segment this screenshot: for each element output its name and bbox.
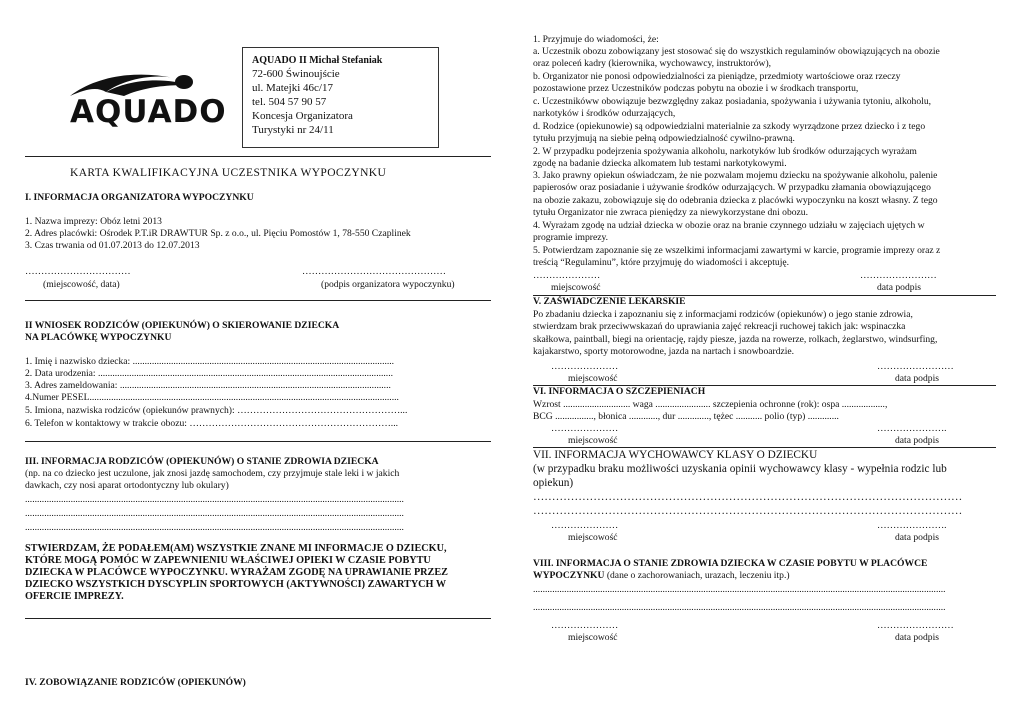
section-8-heading: VIII. INFORMACJA O STANIE ZDROWIA DZIECKA W CZASIE POBYTU W PLACÓWCE (533, 558, 928, 569)
section-4-heading: IV. ZOBOWIĄZANIE RODZICÓW (OPIEKUNÓW) (25, 677, 246, 688)
rules-line: narkotyków i środków odurzających, (533, 108, 676, 119)
vaccination-fields[interactable]: Wzrost ............................ waga ....................... szczepienia ochronne (rok): ospa .................., (533, 399, 888, 410)
doctor-signature-dots[interactable]: …………………… (877, 361, 954, 372)
declaration-line: OFERCIE IMPREZY. (25, 591, 124, 602)
date-signature-label: data podpis (895, 435, 939, 446)
place-label: miejscowość (568, 435, 618, 446)
rules-line: b. Organizator nie ponosi odpowiedzialności za pieniądze, przedmioty wartościowe oraz rzeczy (533, 71, 901, 82)
organizer-name: AQUADO II Michał Stefaniak (252, 55, 383, 66)
section-8-heading (533, 570, 790, 582)
section-7-note: opiekun) (533, 477, 574, 489)
section-8-heading-note: (dane o zachorowaniach, urazach, leczeniu itp.) (604, 570, 790, 581)
rules-line: oraz poleceń kadry (kierownika, wychowawcy, instruktorów), (533, 58, 772, 69)
health-stay-dots[interactable]: ............................................................................................................................................................................ (533, 602, 946, 613)
place-date-label: (miejscowość, data) (43, 279, 120, 290)
rules-line: a. Uczestnik obozu zobowiązany jest stosować się do wszystkich regulaminów obowiązujących na obozie (533, 46, 940, 57)
place-label: miejscowość (551, 282, 601, 293)
health-stay-dots[interactable]: ............................................................................................................................................................................ (533, 584, 946, 595)
teacher-info-dots[interactable]: …………………………………………………………………………………………………… (533, 491, 963, 503)
rules-line: zgodę na badanie dziecka alkomatem lub testami narkotykowymi. (533, 158, 787, 169)
teacher-info-dots[interactable]: …………………………………………………………………………………………………… (533, 505, 963, 517)
child-name-field[interactable]: 1. Imię i nazwisko dziecka: ............................................................................................................. (25, 356, 395, 367)
teacher-signature-dots[interactable]: …………………. (877, 520, 947, 531)
medical-line: kajakarstwo, sporty motorowodne, jazda na nartach i snowboardzie. (533, 346, 795, 357)
section-2-heading: NA PLACÓWKĘ WYPOCZYNKU (25, 332, 172, 343)
organizer-license: Koncesja Organizatora (252, 110, 353, 122)
organizer-address-line: 72-600 Świnoujście (252, 68, 340, 80)
health-info-dots[interactable]: .............................................................................................................................................................. (25, 494, 404, 505)
section-3-note: (np. na co dziecko jest uczulone, jak znosi jazdę samochodem, czy przyjmuje stale leki i w jakich (25, 468, 400, 479)
place-label: miejscowość (568, 373, 618, 384)
rules-line: 4. Wyrażam zgodę na udział dziecka w obozie oraz na branie czynnego udziału w zajęciach ujętych w (533, 220, 925, 231)
rules-line: 2. W przypadku podejrzenia spożywania alkoholu, narkotyków lub środków odurzających wyrażam (533, 146, 917, 157)
organizer-box (242, 47, 439, 148)
rules-line: c. Uczestnikóww obowiązuje bezwzględny zakaz posiadania, spożywania i używania tytoniu, alkoholu, (533, 96, 932, 107)
health-info-dots[interactable]: .............................................................................................................................................................. (25, 522, 404, 533)
declaration-line: STWIERDZAM, ŻE PODAŁEM(AM) WSZYSTKIE ZNANE MI INFORMACJE O DZIECKU, (25, 543, 447, 554)
vaccination-fields[interactable]: BCG ................, błonica ............, dur ............., tężec ........... polio (typ) ............. (533, 411, 839, 422)
rules-intro: 1. Przyjmuje do wiadomości, że: (533, 34, 659, 45)
section-3-heading: III. INFORMACJA RODZICÓW (OPIEKUNÓW) O STANIE ZDROWIA DZIECKA (25, 456, 379, 467)
section-3-note: dawkach, czy nosi aparat ortodontyczny lub okulary) (25, 480, 229, 491)
place-label: miejscowość (568, 632, 618, 643)
organizer-phone: tel. 504 57 90 57 (252, 96, 327, 108)
parent-signature-dots[interactable]: …………………… (860, 270, 937, 281)
organizer-signature-label: (podpis organizatora wypoczynku) (321, 279, 455, 290)
organizer-license: Turystyki nr 24/11 (252, 124, 334, 136)
rules-line: tytułu Organizator nie zwraca pieniędzy za niewykorzystane dni obozu. (533, 207, 809, 218)
rules-line: 5. Potwierdzam zapoznanie się ze wszelkimi informacjami zawartymi w karcie, programie imprezy oraz z (533, 245, 941, 256)
rules-line: d. Rodzice (opiekunowie) są odpowiedzialni materialnie za szkody wyrządzone przez dziecko i z tego (533, 121, 926, 132)
section-1-heading: I. INFORMACJA ORGANIZATORA WYPOCZYNKU (25, 192, 254, 203)
divider (25, 441, 491, 442)
section-7-note: (w przypadku braku możliwości uzyskania opinii wychowawcy klasy - wypełnia rodzic lub (533, 463, 947, 475)
organizer-signature-dots[interactable]: ……………………………………… (302, 266, 446, 277)
phone-field[interactable]: 6. Telefon w kontaktowy w trakcie obozu: ………………………………………………………... (25, 418, 398, 429)
divider (25, 618, 491, 619)
date-signature-label: data podpis (895, 632, 939, 643)
date-signature-label: data podpis (877, 282, 921, 293)
divider (25, 300, 491, 301)
health-info-dots[interactable]: .............................................................................................................................................................. (25, 508, 404, 519)
stay-signature-dots[interactable]: …………………… (877, 620, 954, 631)
rules-line: na obozie zakazu, zobowiązuje się do odebrania dziecka z placówki wypoczynku na koszt własny. Z tego (533, 195, 938, 206)
medical-line: skałkowa, paintball, biegi na orientację, rajdy piesze, jazda na rowerze, rolkach, żeglarstwo, windsurfing, (533, 334, 938, 345)
address-field[interactable]: 3. Adres zameldowania: ................................................................................................................. (25, 380, 391, 391)
rules-line: papierosów oraz posiadanie i używanie środków odurzających. W przypadku złamania obowiązującego (533, 182, 931, 193)
medical-line: Po zbadaniu dziecka i zapoznaniu się z informacjami rodziców (opiekunów) o jego stanie zdrowia, (533, 309, 913, 320)
section-8-heading-bold: WYPOCZYNKU (533, 570, 605, 581)
form-title: KARTA KWALIFIKACYJNA UCZESTNIKA WYPOCZYNKU (70, 167, 387, 179)
parents-names-field[interactable]: 5. Imiona, nazwiska rodziców (opiekunów prawnych): ……………………………………………... (25, 405, 408, 416)
section-5-heading: V. ZAŚWIADCZENIE LEKARSKIE (533, 296, 686, 307)
brand-name: AQUADO (70, 94, 227, 130)
date-signature-label: data podpis (895, 373, 939, 384)
medical-line: stwierdzam brak przeciwwskazań do uprawiania zajęć rekreacji ruchowej takich jak: wspinaczka (533, 321, 906, 332)
organizer-address-line: ul. Matejki 46c/17 (252, 82, 333, 94)
rules-line: 3. Jako prawny opiekun oświadczam, że nie pozwalam mojemu dziecku na spożywanie alkoholu, palenie (533, 170, 938, 181)
place-date-dots[interactable]: …………………………… (25, 266, 131, 277)
place-label: miejscowość (568, 532, 618, 543)
pesel-field[interactable]: 4.Numer PESEL................................................................................................................................. (25, 392, 399, 403)
declaration-line: KTÓRE MOGĄ POMÓC W ZAPEWNIENIU WŁAŚCIWEJ OPIEKI W CZASIE POBYTU (25, 555, 431, 566)
vaccination-place-dots[interactable]: ………………… (551, 423, 619, 434)
section-7-heading: VII. INFORMACJA WYCHOWAWCY KLASY O DZIECKU (533, 449, 818, 461)
stay-place-dots[interactable]: ………………… (551, 620, 619, 631)
venue-address: 2. Adres placówki: Ośrodek P.T.iR DRAWTUR Sp. z o.o., ul. Pięciu Pomostów 1, 78-550 Czaplinek (25, 228, 411, 239)
event-duration: 3. Czas trwania od 01.07.2013 do 12.07.2013 (25, 240, 200, 251)
date-signature-label: data podpis (895, 532, 939, 543)
rules-line: programie imprezy. (533, 232, 609, 243)
rules-line: tytułu przyjmują na siebie pełną odpowiedzialność cywilno-prawną. (533, 133, 795, 144)
aquado-logo (66, 62, 227, 134)
teacher-place-dots[interactable]: ………………… (551, 520, 619, 531)
section-2-heading: II WNIOSEK RODZICÓW (OPIEKUNÓW) O SKIEROWANIE DZIECKA (25, 320, 340, 331)
divider (25, 156, 491, 157)
parent-place-dots[interactable]: ………………… (533, 270, 601, 281)
declaration-line: DZIECKA W PLACÓWCE WYPOCZYNKU. WYRAŻAM ZGODĘ NA UPRAWIANIE PRZEZ (25, 567, 448, 578)
birth-date-field[interactable]: 2. Data urodzenia: ........................................................................................................................... (25, 368, 393, 379)
vaccination-signature-dots[interactable]: …………………. (877, 423, 947, 434)
doctor-place-dots[interactable]: ………………… (551, 361, 619, 372)
rules-line: pozostawione przez Uczestników podczas pobytu na obozie i w środkach transportu, (533, 83, 859, 94)
rules-line: treścią “Regulaminu”, które przyjmuję do wiadomości i akceptuję. (533, 257, 790, 268)
section-6-heading: VI. INFORMACJA O SZCZEPIENIACH (533, 386, 706, 397)
event-name: 1. Nazwa imprezy: Obóz letni 2013 (25, 216, 162, 227)
declaration-line: DZIECKO WSZYSTKICH DYSCYPLIN SPORTOWYCH (AKTYWNOŚCI) ZAWARTYCH W (25, 579, 447, 590)
